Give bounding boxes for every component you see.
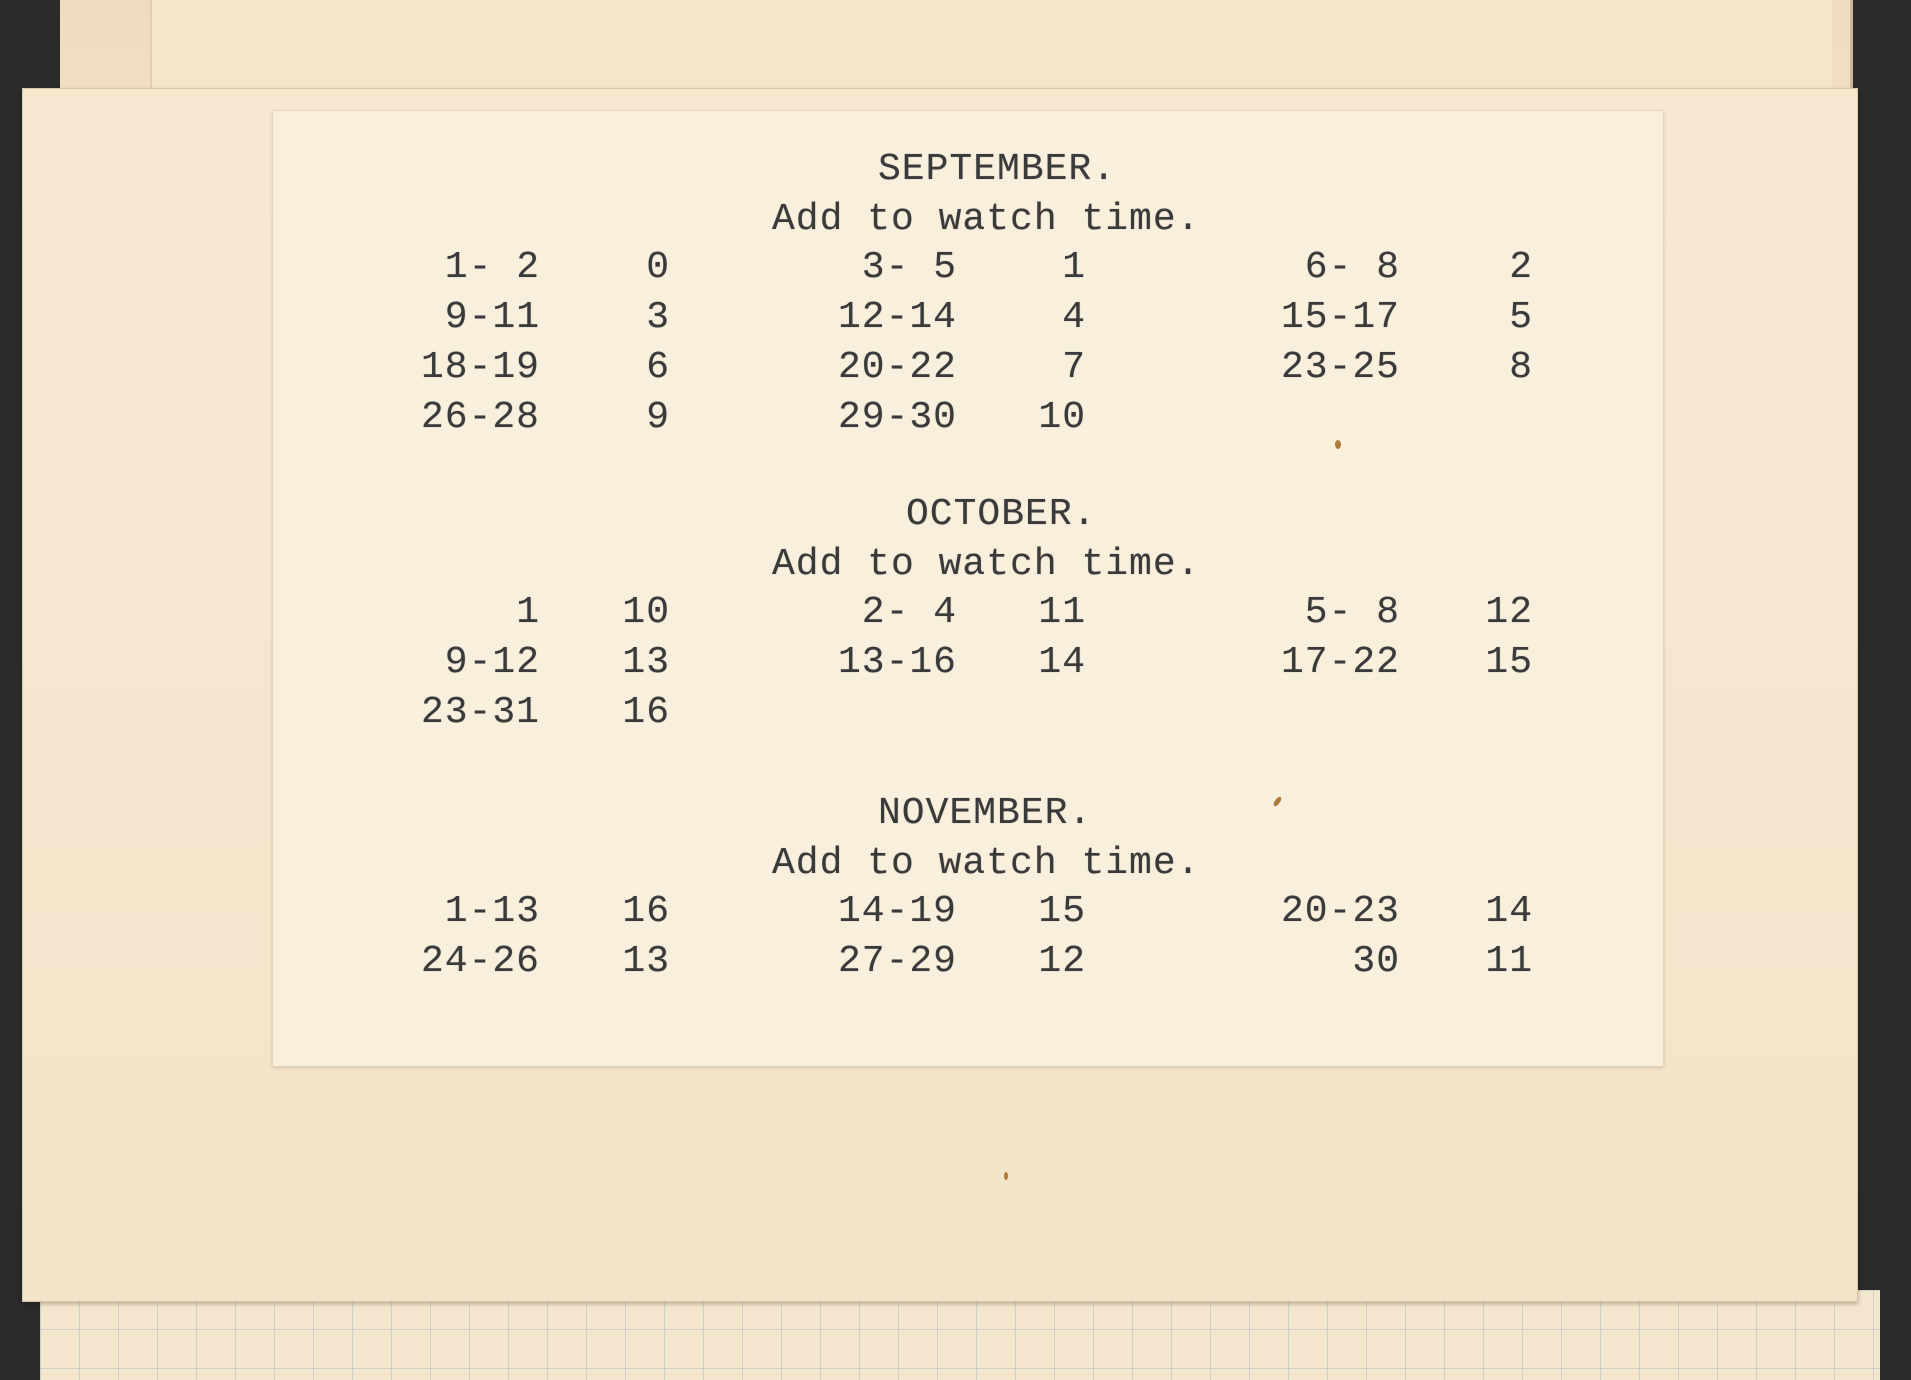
date-range: 29-30: [837, 396, 957, 439]
date-range: 5- 8: [1304, 591, 1400, 634]
grid-ruled-page: [40, 1290, 1880, 1380]
section-title: NOVEMBER.: [878, 792, 1093, 835]
date-range: 20-23: [1280, 890, 1400, 933]
minutes-to-add: 15: [1038, 890, 1086, 933]
minutes-to-add: 2: [1509, 246, 1533, 289]
ink-spot: [1335, 440, 1341, 449]
date-range: 9-12: [444, 641, 540, 684]
date-range: 24-26: [420, 940, 540, 983]
ink-spot: [1004, 1172, 1008, 1180]
date-range: 26-28: [420, 396, 540, 439]
date-range: 18-19: [420, 346, 540, 389]
date-range: 9-11: [444, 296, 540, 339]
minutes-to-add: 5: [1509, 296, 1533, 339]
section-subtitle: Add to watch time.: [772, 543, 1201, 586]
minutes-to-add: 10: [622, 591, 670, 634]
date-range: 13-16: [837, 641, 957, 684]
minutes-to-add: 8: [1509, 346, 1533, 389]
section-subtitle: Add to watch time.: [772, 198, 1201, 241]
minutes-to-add: 13: [622, 940, 670, 983]
minutes-to-add: 6: [646, 346, 670, 389]
minutes-to-add: 1: [1062, 246, 1086, 289]
minutes-to-add: 7: [1062, 346, 1086, 389]
minutes-to-add: 11: [1038, 591, 1086, 634]
date-range: 27-29: [837, 940, 957, 983]
minutes-to-add: 14: [1038, 641, 1086, 684]
date-range: 3- 5: [861, 246, 957, 289]
minutes-to-add: 3: [646, 296, 670, 339]
minutes-to-add: 15: [1485, 641, 1533, 684]
minutes-to-add: 16: [622, 691, 670, 734]
date-range: 17-22: [1280, 641, 1400, 684]
minutes-to-add: 4: [1062, 296, 1086, 339]
minutes-to-add: 9: [646, 396, 670, 439]
minutes-to-add: 12: [1485, 591, 1533, 634]
minutes-to-add: 10: [1038, 396, 1086, 439]
date-range: 15-17: [1280, 296, 1400, 339]
date-range: 23-25: [1280, 346, 1400, 389]
date-range: 1- 2: [444, 246, 540, 289]
minutes-to-add: 14: [1485, 890, 1533, 933]
date-range: 1: [516, 591, 540, 634]
date-range: 14-19: [837, 890, 957, 933]
section-subtitle: Add to watch time.: [772, 842, 1201, 885]
date-range: 1-13: [444, 890, 540, 933]
minutes-to-add: 13: [622, 641, 670, 684]
minutes-to-add: 16: [622, 890, 670, 933]
date-range: 2- 4: [861, 591, 957, 634]
section-title: OCTOBER.: [906, 493, 1097, 536]
minutes-to-add: 0: [646, 246, 670, 289]
date-range: 23-31: [420, 691, 540, 734]
date-range: 30: [1352, 940, 1400, 983]
date-range: 20-22: [837, 346, 957, 389]
minutes-to-add: 12: [1038, 940, 1086, 983]
date-range: 6- 8: [1304, 246, 1400, 289]
section-title: SEPTEMBER.: [878, 148, 1117, 191]
date-range: 12-14: [837, 296, 957, 339]
minutes-to-add: 11: [1485, 940, 1533, 983]
